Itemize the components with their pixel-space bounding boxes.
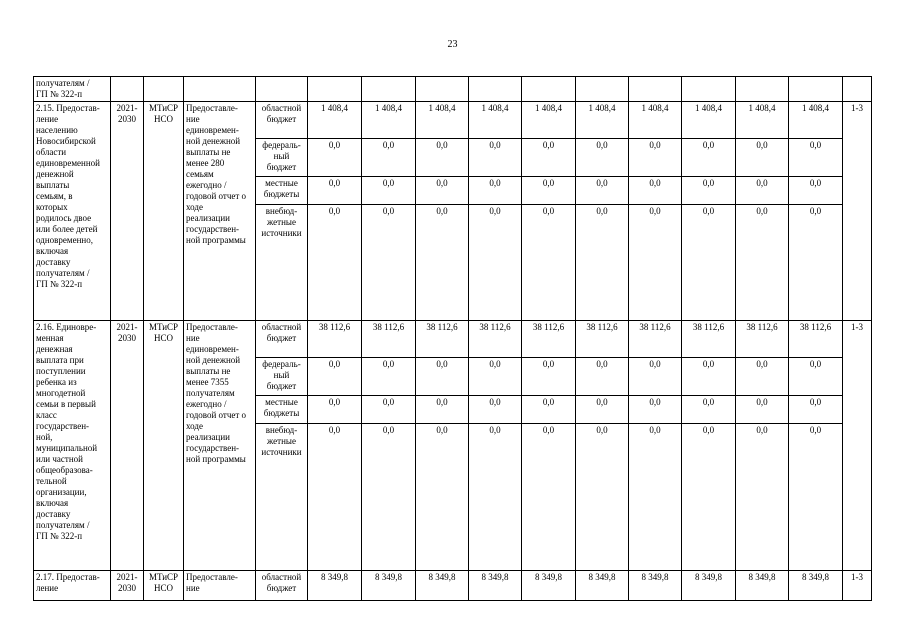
funding-source-cell: областной бюджет — [256, 102, 308, 139]
amount-cell: 0,0 — [362, 177, 416, 205]
amount-cell: 0,0 — [362, 358, 416, 396]
amount-cell: 8 349,8 — [469, 571, 522, 601]
budget-row — [34, 321, 872, 358]
amount-cell: 1 408,4 — [416, 102, 469, 139]
amount-cell: 0,0 — [736, 396, 789, 424]
amount-cell: 0,0 — [682, 205, 736, 321]
name-line: многодетной — [36, 388, 86, 398]
amount-cell: 8 349,8 — [789, 571, 843, 601]
result-line: получателям — [186, 388, 235, 398]
amount-cell: 0,0 — [629, 139, 682, 177]
name-line: доставку — [36, 257, 71, 267]
name-line: включая — [36, 498, 69, 508]
result-line: выплаты не — [186, 366, 231, 376]
executor-cell: МТиСР НСО — [144, 102, 184, 321]
amount-cell: 1 408,4 — [469, 102, 522, 139]
amount-cell: 0,0 — [576, 205, 629, 321]
funding-source-cell: федераль-ный бюджет — [256, 358, 308, 396]
executor-cell: МТиСР НСО — [144, 321, 184, 571]
result-line: годовой отчет о — [186, 191, 247, 201]
measure-name — [34, 571, 111, 601]
amount-cell: 0,0 — [416, 396, 469, 424]
result-line: ходе — [186, 202, 203, 212]
result-line: ние — [186, 583, 200, 593]
amount-cell: 0,0 — [308, 177, 362, 205]
result-line: единовремен- — [186, 125, 239, 135]
empty-cell — [789, 77, 843, 102]
amount-cell: 1 408,4 — [629, 102, 682, 139]
name-line: выплата при — [36, 355, 84, 365]
empty-cell — [522, 77, 576, 102]
empty-cell — [469, 77, 522, 102]
period-cell: 2021-2030 — [111, 102, 144, 321]
amount-cell: 0,0 — [789, 139, 843, 177]
amount-cell: 0,0 — [362, 205, 416, 321]
executor-cell: МТиСР НСО — [144, 571, 184, 601]
amount-cell: 8 349,8 — [736, 571, 789, 601]
name-line: тельной — [36, 476, 67, 486]
name-line: общеобразова- — [36, 465, 93, 475]
amount-cell: 38 112,6 — [522, 321, 576, 358]
amount-cell: 0,0 — [522, 424, 576, 571]
amount-cell: 0,0 — [362, 139, 416, 177]
name-line: денежная — [36, 344, 73, 354]
name-line: включая — [36, 246, 69, 256]
amount-cell: 0,0 — [522, 396, 576, 424]
name-line: или более детей — [36, 224, 98, 234]
amount-cell: 0,0 — [736, 139, 789, 177]
amount-cell: 0,0 — [416, 424, 469, 571]
expected-result-cell — [184, 571, 256, 601]
amount-cell: 0,0 — [308, 396, 362, 424]
amount-cell: 1 408,4 — [789, 102, 843, 139]
amount-cell: 0,0 — [522, 205, 576, 321]
amount-cell: 0,0 — [576, 424, 629, 571]
amount-cell: 0,0 — [576, 177, 629, 205]
amount-cell: 0,0 — [736, 424, 789, 571]
amount-cell: 0,0 — [416, 205, 469, 321]
name-line: Новосибирской — [36, 136, 96, 146]
result-line: ной денежной — [186, 136, 241, 146]
amount-cell: 0,0 — [469, 358, 522, 396]
name-line: муниципальной — [36, 443, 98, 453]
name-line: получателям / — [36, 520, 90, 530]
result-line: годовой отчет о — [186, 410, 247, 420]
name-line: ГП № 322-п — [36, 279, 83, 289]
amount-cell: 0,0 — [682, 358, 736, 396]
amount-cell: 1 408,4 — [576, 102, 629, 139]
result-line: ние — [186, 333, 200, 343]
funding-source-cell: областной бюджет — [256, 321, 308, 358]
result-line: реализации — [186, 213, 230, 223]
program-measures-table — [33, 76, 872, 601]
amount-cell: 38 112,6 — [576, 321, 629, 358]
result-line: выплаты не — [186, 147, 231, 157]
name-line: семьи в первый — [36, 399, 96, 409]
funding-source-cell: областной бюджет — [256, 571, 308, 601]
amount-cell: 38 112,6 — [416, 321, 469, 358]
name-line: получателям / — [36, 78, 90, 88]
period-cell: 2021-2030 — [111, 321, 144, 571]
amount-cell: 0,0 — [416, 139, 469, 177]
name-line: или частной — [36, 454, 83, 464]
empty-cell — [144, 77, 184, 102]
amount-cell: 0,0 — [682, 139, 736, 177]
funding-source-cell: местные бюджеты — [256, 396, 308, 424]
result-line: ние — [186, 114, 200, 124]
amount-cell: 0,0 — [576, 358, 629, 396]
table-body — [34, 77, 872, 601]
task-number-cell: 1-3 — [843, 102, 872, 321]
amount-cell: 38 112,6 — [789, 321, 843, 358]
amount-cell: 1 408,4 — [682, 102, 736, 139]
amount-cell: 0,0 — [308, 358, 362, 396]
amount-cell: 8 349,8 — [682, 571, 736, 601]
name-line: организации, — [36, 487, 87, 497]
continued-row — [34, 77, 872, 102]
empty-cell — [576, 77, 629, 102]
amount-cell: 0,0 — [629, 358, 682, 396]
amount-cell: 38 112,6 — [308, 321, 362, 358]
name-line: области — [36, 147, 67, 157]
result-line: семьям — [186, 169, 214, 179]
page-number: 23 — [447, 39, 458, 50]
name-line: одновременно, — [36, 235, 93, 245]
name-line: денежной — [36, 169, 74, 179]
amount-cell: 38 112,6 — [736, 321, 789, 358]
name-line: ление — [36, 114, 59, 124]
amount-cell: 0,0 — [736, 177, 789, 205]
expected-result-cell — [184, 102, 256, 321]
name-line: поступлении — [36, 366, 86, 376]
amount-cell: 8 349,8 — [416, 571, 469, 601]
amount-cell: 0,0 — [469, 396, 522, 424]
amount-cell: 38 112,6 — [629, 321, 682, 358]
name-line: ребенка из — [36, 377, 77, 387]
amount-cell: 0,0 — [362, 424, 416, 571]
name-line: ГП № 322-п — [36, 531, 83, 541]
measure-name — [34, 102, 111, 321]
amount-cell: 0,0 — [576, 139, 629, 177]
amount-cell: 0,0 — [789, 358, 843, 396]
name-line: 2.17. Предостав- — [36, 572, 100, 582]
result-line: ежегодно / — [186, 399, 227, 409]
name-line: единовременной — [36, 158, 100, 168]
result-line: Предоставле- — [186, 572, 238, 582]
amount-cell: 38 112,6 — [469, 321, 522, 358]
amount-cell: 38 112,6 — [362, 321, 416, 358]
result-line: менее 280 — [186, 158, 225, 168]
amount-cell: 0,0 — [682, 396, 736, 424]
budget-row — [34, 571, 872, 601]
name-line: населению — [36, 125, 78, 135]
result-line: менее 7355 — [186, 377, 229, 387]
amount-cell: 0,0 — [629, 396, 682, 424]
amount-cell: 1 408,4 — [522, 102, 576, 139]
amount-cell: 8 349,8 — [522, 571, 576, 601]
amount-cell: 0,0 — [576, 396, 629, 424]
result-line: государствен- — [186, 224, 240, 234]
empty-cell — [111, 77, 144, 102]
name-line: семьям, в — [36, 191, 73, 201]
result-line: ной денежной — [186, 355, 241, 365]
amount-cell: 1 408,4 — [308, 102, 362, 139]
amount-cell: 0,0 — [736, 358, 789, 396]
amount-cell: 0,0 — [522, 177, 576, 205]
amount-cell: 0,0 — [469, 424, 522, 571]
measure-name-continued — [34, 77, 111, 102]
name-line: доставку — [36, 509, 71, 519]
amount-cell: 0,0 — [682, 177, 736, 205]
amount-cell: 8 349,8 — [576, 571, 629, 601]
name-line: получателям / — [36, 268, 90, 278]
amount-cell: 0,0 — [736, 205, 789, 321]
empty-cell — [362, 77, 416, 102]
task-number-cell: 1-3 — [843, 571, 872, 601]
empty-cell — [629, 77, 682, 102]
name-line: ление — [36, 583, 59, 593]
funding-source-cell: федераль-ный бюджет — [256, 139, 308, 177]
amount-cell: 8 349,8 — [629, 571, 682, 601]
amount-cell: 0,0 — [789, 205, 843, 321]
empty-cell — [682, 77, 736, 102]
period-cell: 2021-2030 — [111, 571, 144, 601]
amount-cell: 0,0 — [362, 396, 416, 424]
measure-name — [34, 321, 111, 571]
amount-cell: 0,0 — [629, 177, 682, 205]
result-line: ежегодно / — [186, 180, 227, 190]
result-line: ной программы — [186, 454, 246, 464]
empty-cell — [256, 77, 308, 102]
amount-cell: 0,0 — [308, 424, 362, 571]
amount-cell: 8 349,8 — [308, 571, 362, 601]
amount-cell: 0,0 — [522, 358, 576, 396]
result-line: Предоставле- — [186, 322, 238, 332]
name-line: государствен- — [36, 421, 90, 431]
result-line: ной программы — [186, 235, 246, 245]
name-line: менная — [36, 333, 64, 343]
amount-cell: 0,0 — [682, 424, 736, 571]
name-line: 2.16. Единовре- — [36, 322, 97, 332]
empty-cell — [736, 77, 789, 102]
name-line: 2.15. Предостав- — [36, 103, 100, 113]
empty-cell — [416, 77, 469, 102]
empty-cell — [843, 77, 872, 102]
funding-source-cell: внебюд-жетные источники — [256, 205, 308, 321]
name-line: ной, — [36, 432, 53, 442]
task-number-cell: 1-3 — [843, 321, 872, 571]
amount-cell: 0,0 — [629, 205, 682, 321]
amount-cell: 0,0 — [469, 177, 522, 205]
amount-cell: 1 408,4 — [362, 102, 416, 139]
funding-source-cell: внебюд-жетные источники — [256, 424, 308, 571]
amount-cell: 0,0 — [629, 424, 682, 571]
amount-cell: 0,0 — [469, 205, 522, 321]
name-line: которых — [36, 202, 68, 212]
amount-cell: 0,0 — [789, 177, 843, 205]
result-line: ходе — [186, 421, 203, 431]
budget-row — [34, 102, 872, 139]
result-line: государствен- — [186, 443, 240, 453]
expected-result-cell — [184, 321, 256, 571]
result-line: единовремен- — [186, 344, 239, 354]
amount-cell: 0,0 — [416, 177, 469, 205]
empty-cell — [184, 77, 256, 102]
name-line: родилось двое — [36, 213, 92, 223]
amount-cell: 0,0 — [522, 139, 576, 177]
amount-cell: 0,0 — [308, 205, 362, 321]
result-line: реализации — [186, 432, 230, 442]
amount-cell: 0,0 — [308, 139, 362, 177]
result-line: Предоставле- — [186, 103, 238, 113]
amount-cell: 1 408,4 — [736, 102, 789, 139]
funding-source-cell: местные бюджеты — [256, 177, 308, 205]
amount-cell: 0,0 — [469, 139, 522, 177]
amount-cell: 8 349,8 — [362, 571, 416, 601]
name-line: ГП № 322-п — [36, 89, 83, 99]
amount-cell: 0,0 — [416, 358, 469, 396]
amount-cell: 38 112,6 — [682, 321, 736, 358]
name-line: класс — [36, 410, 57, 420]
empty-cell — [308, 77, 362, 102]
amount-cell: 0,0 — [789, 396, 843, 424]
name-line: выплаты — [36, 180, 70, 190]
amount-cell: 0,0 — [789, 424, 843, 571]
